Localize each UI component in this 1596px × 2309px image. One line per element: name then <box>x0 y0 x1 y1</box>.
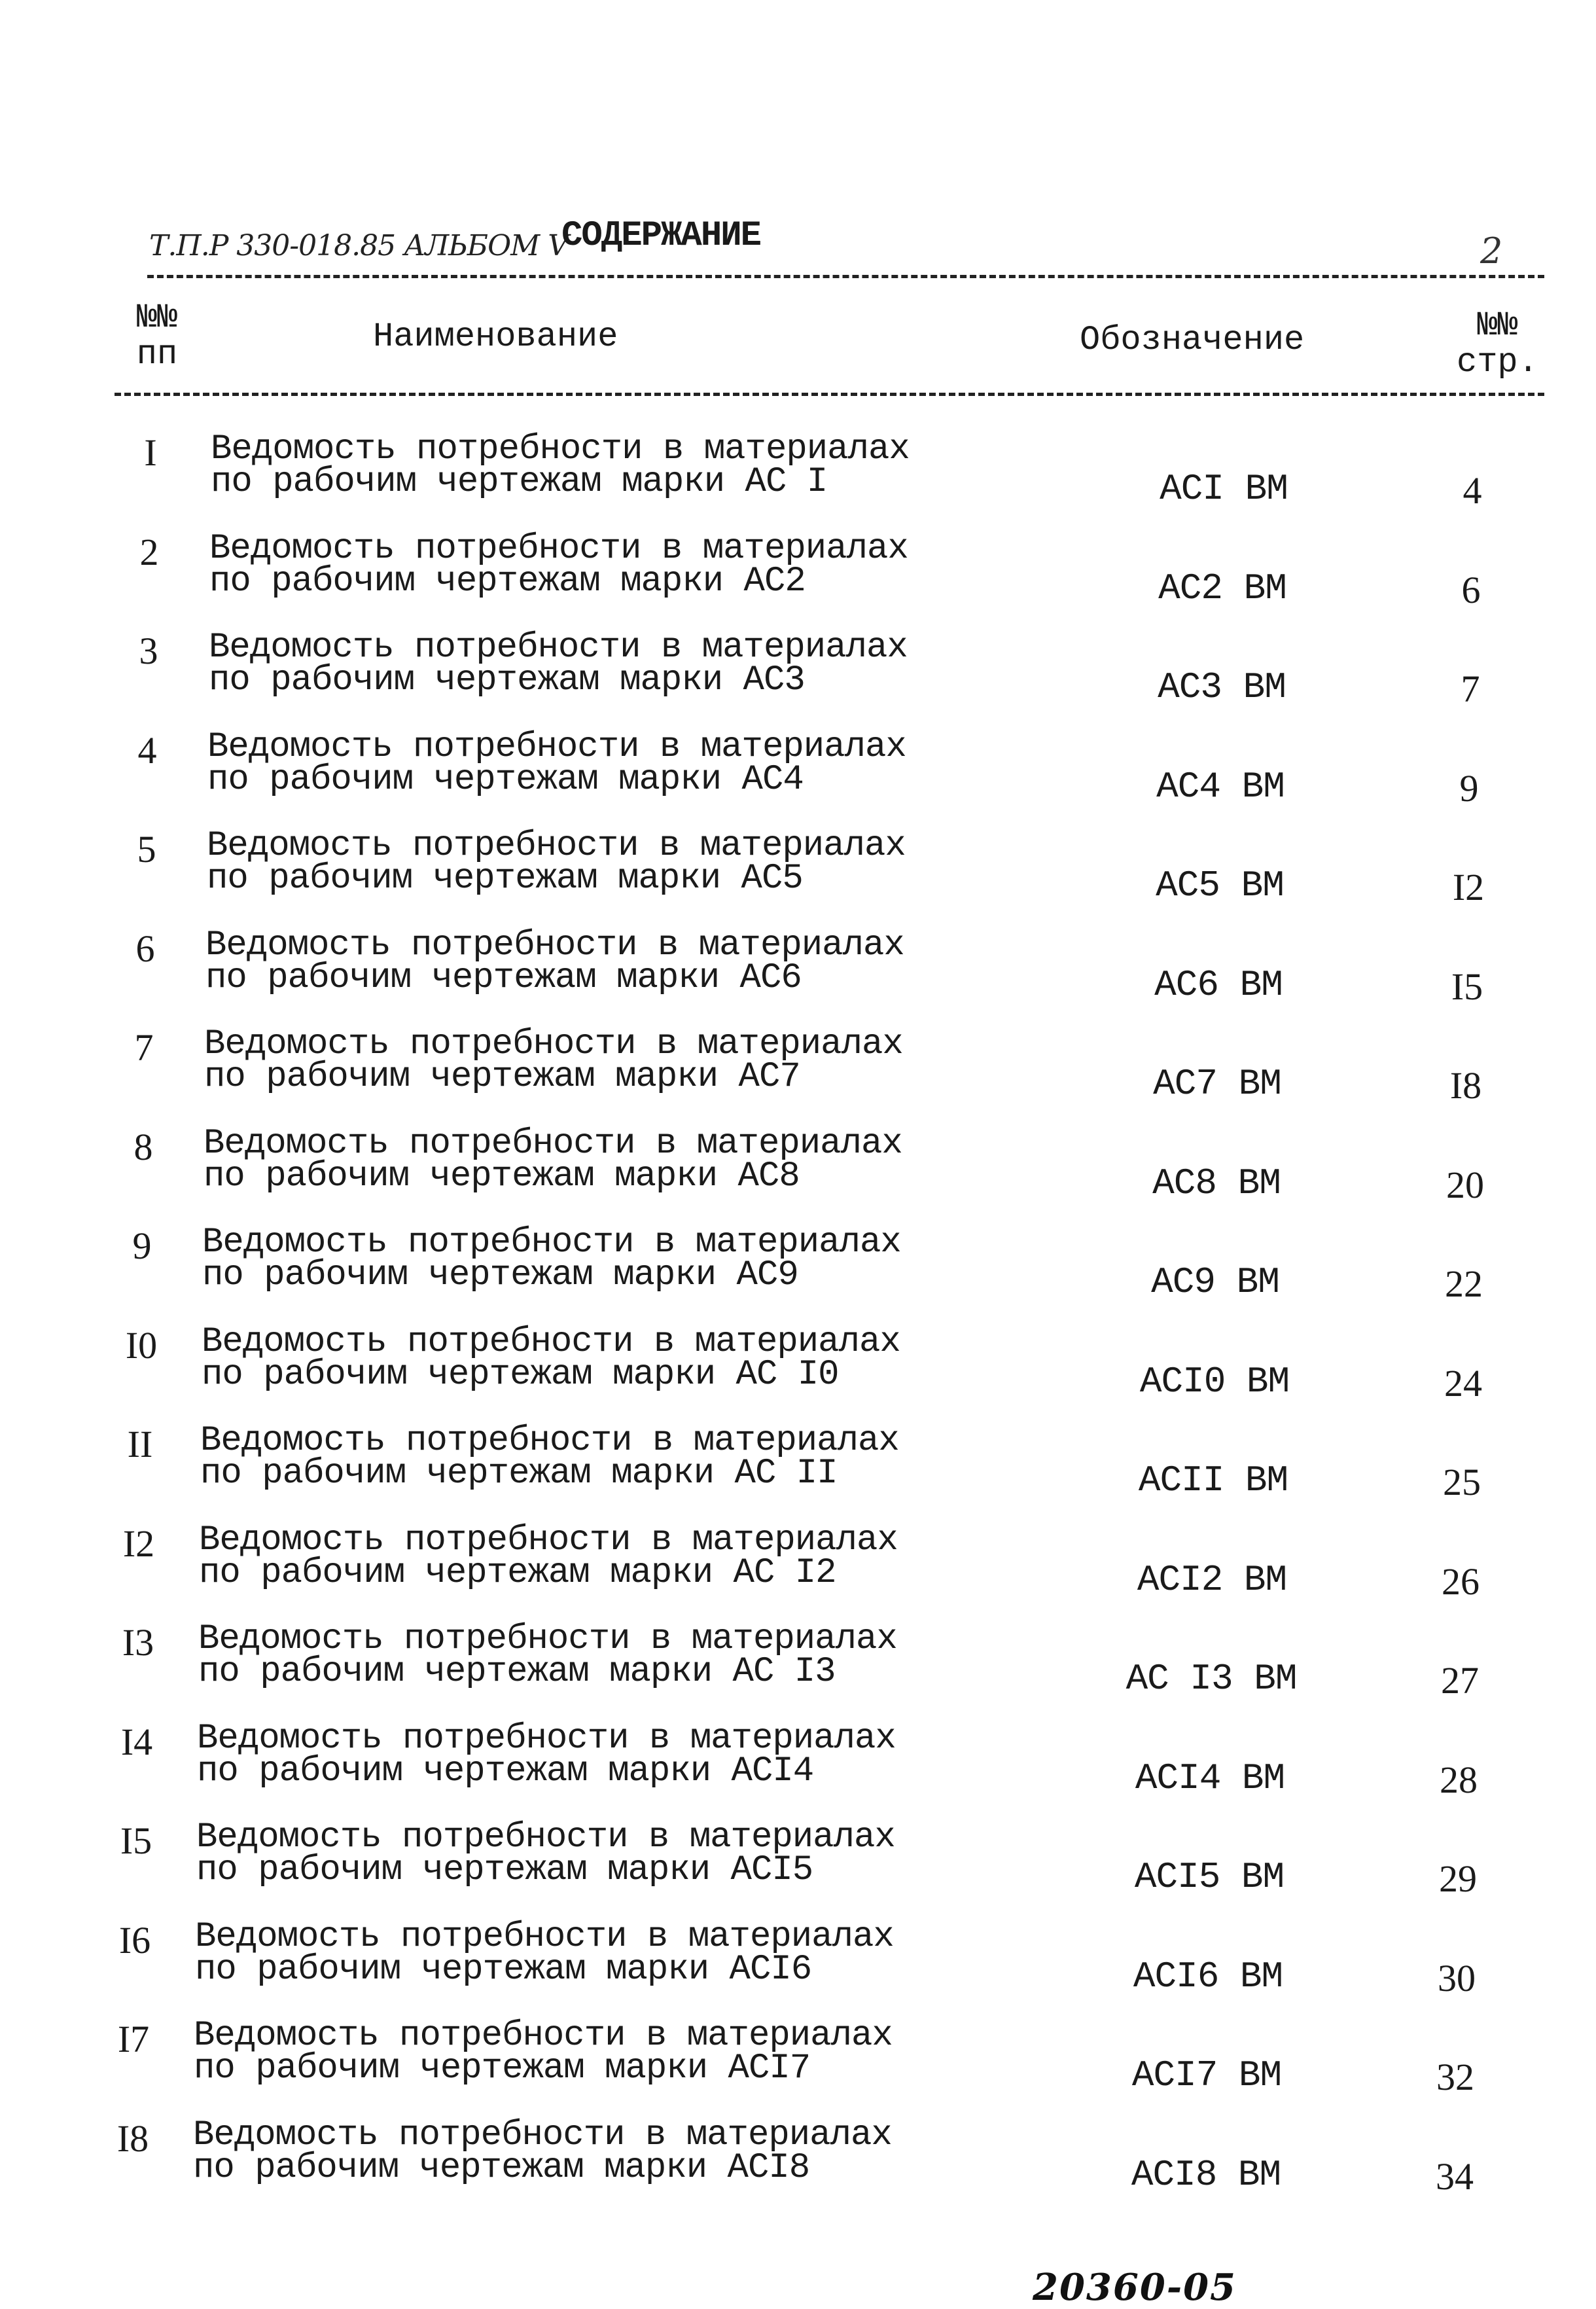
row-designation: АС6 ВМ <box>1154 964 1283 1006</box>
row-page: I8 <box>1449 1064 1482 1107</box>
table-row <box>0 2115 1578 2217</box>
row-name <box>205 925 904 998</box>
row-page: 28 <box>1440 1759 1478 1801</box>
row-name-line1: Ведомость потребности в материалах <box>202 1322 900 1362</box>
row-page: 20 <box>1446 1164 1484 1206</box>
row-name <box>202 1223 901 1295</box>
row-page: 4 <box>1463 469 1482 512</box>
row-name-line2: по рабочим чертежам марки АС3 <box>209 660 805 700</box>
table-row <box>0 1322 1587 1424</box>
row-designation: АСI0 ВМ <box>1139 1361 1290 1403</box>
row-name <box>209 628 908 700</box>
row-name <box>209 529 908 601</box>
row-name-line1: Ведомость потребности в материалах <box>193 2115 892 2155</box>
page-number: 2 <box>1480 230 1503 272</box>
row-designation: АСI4 ВМ <box>1135 1757 1285 1799</box>
row-name-line1: Ведомость потребности в материалах <box>209 628 908 668</box>
row-page: 6 <box>1461 569 1481 611</box>
column-header-page-line1: №№ <box>1477 306 1518 345</box>
row-designation: АС4 ВМ <box>1156 766 1285 808</box>
row-number: I <box>144 431 157 474</box>
row-name <box>207 727 906 800</box>
table-row <box>0 1619 1584 1721</box>
row-name <box>207 826 906 899</box>
row-designation: АС7 ВМ <box>1153 1063 1281 1105</box>
row-name-line1: Ведомость потребности в материалах <box>211 429 910 469</box>
table-row <box>0 925 1591 1028</box>
row-name-line2: по рабочим чертежам марки АС6 <box>205 958 802 998</box>
table-row <box>0 1520 1584 1622</box>
row-name-line2: по рабочим чертежам марки АСI5 <box>196 1850 813 1890</box>
row-name-line1: Ведомость потребности в материалах <box>204 1124 902 1164</box>
row-number: II <box>127 1423 153 1465</box>
archive-stamp: 20360-05 <box>1033 2266 1237 2309</box>
row-name-line1: Ведомость потребности в материалах <box>195 1917 894 1957</box>
row-number: I4 <box>120 1721 153 1763</box>
row-designation: АС I3 ВМ <box>1126 1658 1297 1700</box>
row-name-line2: по рабочим чертежам марки АС2 <box>209 562 806 601</box>
row-name <box>204 1024 903 1097</box>
row-name-line1: Ведомость потребности в материалах <box>194 2016 893 2056</box>
row-name-line2: по рабочим чертежам марки АС II <box>200 1454 838 1494</box>
row-name-line2: по рабочим чертежам марки АС I2 <box>199 1553 836 1593</box>
row-number: 7 <box>134 1026 154 1069</box>
row-designation: АС5 ВМ <box>1156 865 1284 906</box>
row-name <box>200 1421 899 1494</box>
row-page: 32 <box>1436 2056 1474 2098</box>
row-number: I3 <box>122 1621 154 1664</box>
row-name-line2: по рабочим чертежам марки АС I3 <box>198 1652 836 1692</box>
row-number: I8 <box>116 2117 149 2160</box>
row-number: 4 <box>137 729 157 772</box>
row-name-line2: по рабочим чертежам марки АС4 <box>207 760 804 800</box>
row-name <box>202 1322 900 1395</box>
row-number: I7 <box>117 2018 150 2060</box>
row-number: 9 <box>132 1225 152 1267</box>
table-row <box>0 1719 1582 1821</box>
row-designation: АС9 ВМ <box>1151 1261 1279 1303</box>
row-name <box>204 1124 902 1196</box>
row-name <box>193 2115 892 2188</box>
row-page: 27 <box>1441 1659 1479 1702</box>
column-header-number-line2: пп <box>136 335 178 374</box>
row-page: 7 <box>1461 668 1480 710</box>
row-name <box>211 429 910 502</box>
row-page: 34 <box>1436 2155 1474 2198</box>
row-page: I2 <box>1452 866 1485 908</box>
row-page: I5 <box>1451 965 1483 1008</box>
row-page: 25 <box>1443 1461 1481 1503</box>
table-row <box>0 429 1596 531</box>
row-designation: АСI7 ВМ <box>1131 2054 1282 2096</box>
row-name-line1: Ведомость потребности в материалах <box>204 1024 903 1064</box>
row-designation: АС3 ВМ <box>1158 666 1286 708</box>
table-row <box>0 1817 1582 1920</box>
row-name <box>198 1619 897 1692</box>
row-designation: АСI8 ВМ <box>1131 2154 1281 2196</box>
row-name-line1: Ведомость потребности в материалах <box>200 1421 899 1461</box>
row-name-line1: Ведомость потребности в материалах <box>198 1619 897 1659</box>
document-code: Т.П.Р 330-018.85 АЛЬБОМ V <box>149 229 568 262</box>
row-name-line2: по рабочим чертежам марки АС5 <box>207 859 803 899</box>
table-row <box>0 1024 1589 1126</box>
table-header-divider <box>115 393 1544 396</box>
table-row <box>0 826 1592 928</box>
row-name <box>197 1719 896 1791</box>
row-page: 9 <box>1459 767 1479 810</box>
row-number: 6 <box>135 927 155 970</box>
row-designation: АС2 ВМ <box>1158 567 1286 609</box>
row-name-line1: Ведомость потребности в материалах <box>209 529 908 569</box>
column-header-code: Обозначение <box>1080 321 1305 359</box>
row-name-line1: Ведомость потребности в материалах <box>207 826 906 866</box>
row-number: I5 <box>120 1819 152 1862</box>
row-number: I0 <box>125 1324 158 1367</box>
row-name-line2: по рабочим чертежам марки АС9 <box>202 1255 798 1295</box>
row-number: I2 <box>122 1522 155 1565</box>
column-header-number-line1: №№ <box>136 298 178 337</box>
row-name-line1: Ведомость потребности в материалах <box>207 727 906 767</box>
row-designation: АСI2 ВМ <box>1137 1559 1287 1601</box>
row-page: 30 <box>1438 1957 1476 1999</box>
row-number: 5 <box>137 828 156 870</box>
row-designation: АСI6 ВМ <box>1133 1956 1283 1997</box>
table-row <box>0 1421 1586 1523</box>
row-name-line1: Ведомость потребности в материалах <box>196 1817 895 1857</box>
column-header-name: Наименование <box>373 317 618 356</box>
row-name-line2: по рабочим чертежам марки АС I0 <box>202 1355 839 1395</box>
row-page: 29 <box>1439 1857 1477 1900</box>
row-name-line2: по рабочим чертежам марки АС7 <box>204 1057 800 1097</box>
table-row <box>0 2016 1579 2118</box>
row-name-line2: по рабочим чертежам марки АСI8 <box>193 2148 810 2188</box>
column-header-page <box>1457 308 1538 381</box>
row-name-line1: Ведомость потребности в материалах <box>197 1719 896 1759</box>
column-header-page-line2: стр. <box>1457 343 1538 382</box>
row-name-line2: по рабочим чертежам марки АС I <box>211 462 828 502</box>
row-designation: АС8 ВМ <box>1152 1162 1281 1204</box>
column-header-number <box>130 300 185 373</box>
row-page: 24 <box>1444 1362 1482 1405</box>
row-name-line2: по рабочим чертежам марки АСI7 <box>194 2049 811 2088</box>
table-row <box>0 529 1595 631</box>
row-number: 3 <box>139 630 158 672</box>
row-name-line1: Ведомость потребности в материалах <box>202 1223 901 1262</box>
page-title: СОДЕРЖАНИЕ <box>561 216 761 256</box>
row-name-line1: Ведомость потребности в материалах <box>205 925 904 965</box>
row-number: 8 <box>133 1126 153 1168</box>
row-name-line1: Ведомость потребности в материалах <box>199 1520 898 1560</box>
row-designation: АСII ВМ <box>1138 1459 1288 1501</box>
row-number: I6 <box>118 1919 151 1961</box>
row-page: 26 <box>1442 1560 1480 1603</box>
header-divider <box>147 275 1544 278</box>
table-row <box>0 1223 1587 1325</box>
table-row <box>0 1917 1580 2019</box>
table-row <box>0 727 1593 829</box>
row-designation: АСI ВМ <box>1160 468 1288 510</box>
row-number: 2 <box>139 531 159 573</box>
row-designation: АСI5 ВМ <box>1134 1856 1285 1898</box>
table-row <box>0 1124 1589 1226</box>
table-row <box>0 628 1594 730</box>
row-name <box>196 1817 895 1890</box>
row-name <box>194 2016 893 2088</box>
row-name-line2: по рабочим чертежам марки АС8 <box>204 1156 800 1196</box>
row-name-line2: по рабочим чертежам марки АСI4 <box>197 1751 814 1791</box>
row-name-line2: по рабочим чертежам марки АСI6 <box>195 1950 812 1990</box>
row-page: 22 <box>1445 1262 1483 1305</box>
row-name <box>195 1917 894 1990</box>
row-name <box>199 1520 898 1593</box>
